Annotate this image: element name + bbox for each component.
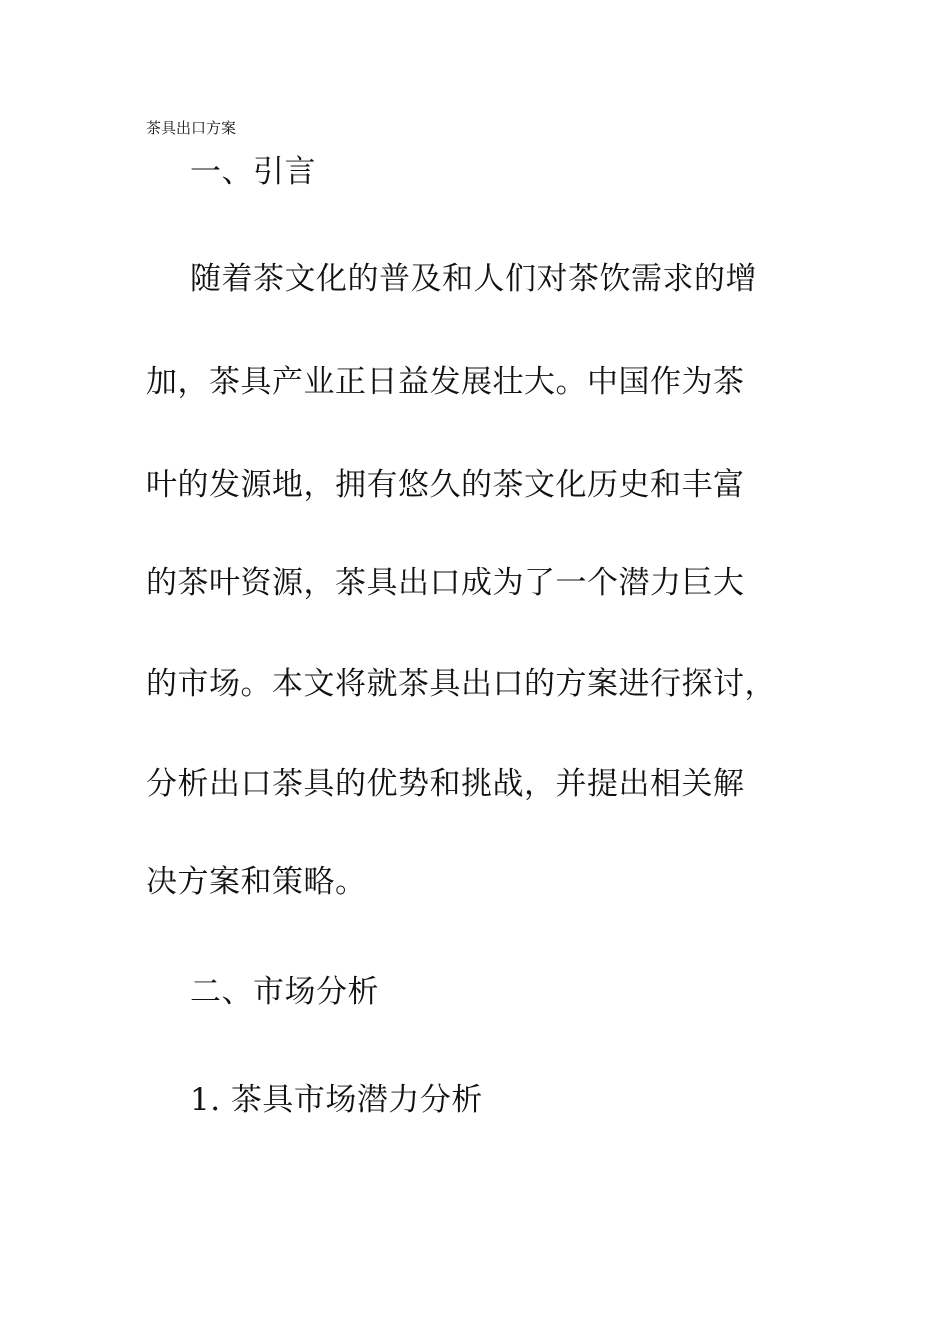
paragraph-line: 随着茶文化的普及和人们对茶饮需求的增 bbox=[190, 261, 757, 297]
paragraph-line: 的茶叶资源，茶具出口成为了一个潜力巨大 bbox=[146, 565, 745, 601]
subsection-heading: 1. 茶具市场潜力分析 bbox=[190, 1082, 483, 1118]
paragraph-line: 决方案和策略。 bbox=[146, 864, 367, 900]
paragraph-line: 加，茶具产业正日益发展壮大。中国作为茶 bbox=[146, 364, 745, 400]
section-heading-introduction: 一、引言 bbox=[190, 154, 316, 190]
section-heading-market-analysis: 二、市场分析 bbox=[190, 974, 379, 1010]
document-title: 茶具出口方案 bbox=[146, 119, 237, 137]
paragraph-line: 分析出口茶具的优势和挑战，并提出相关解 bbox=[146, 766, 745, 802]
paragraph-line: 的市场。本文将就茶具出口的方案进行探讨， bbox=[146, 666, 776, 702]
paragraph-line: 叶的发源地，拥有悠久的茶文化历史和丰富 bbox=[146, 467, 745, 503]
